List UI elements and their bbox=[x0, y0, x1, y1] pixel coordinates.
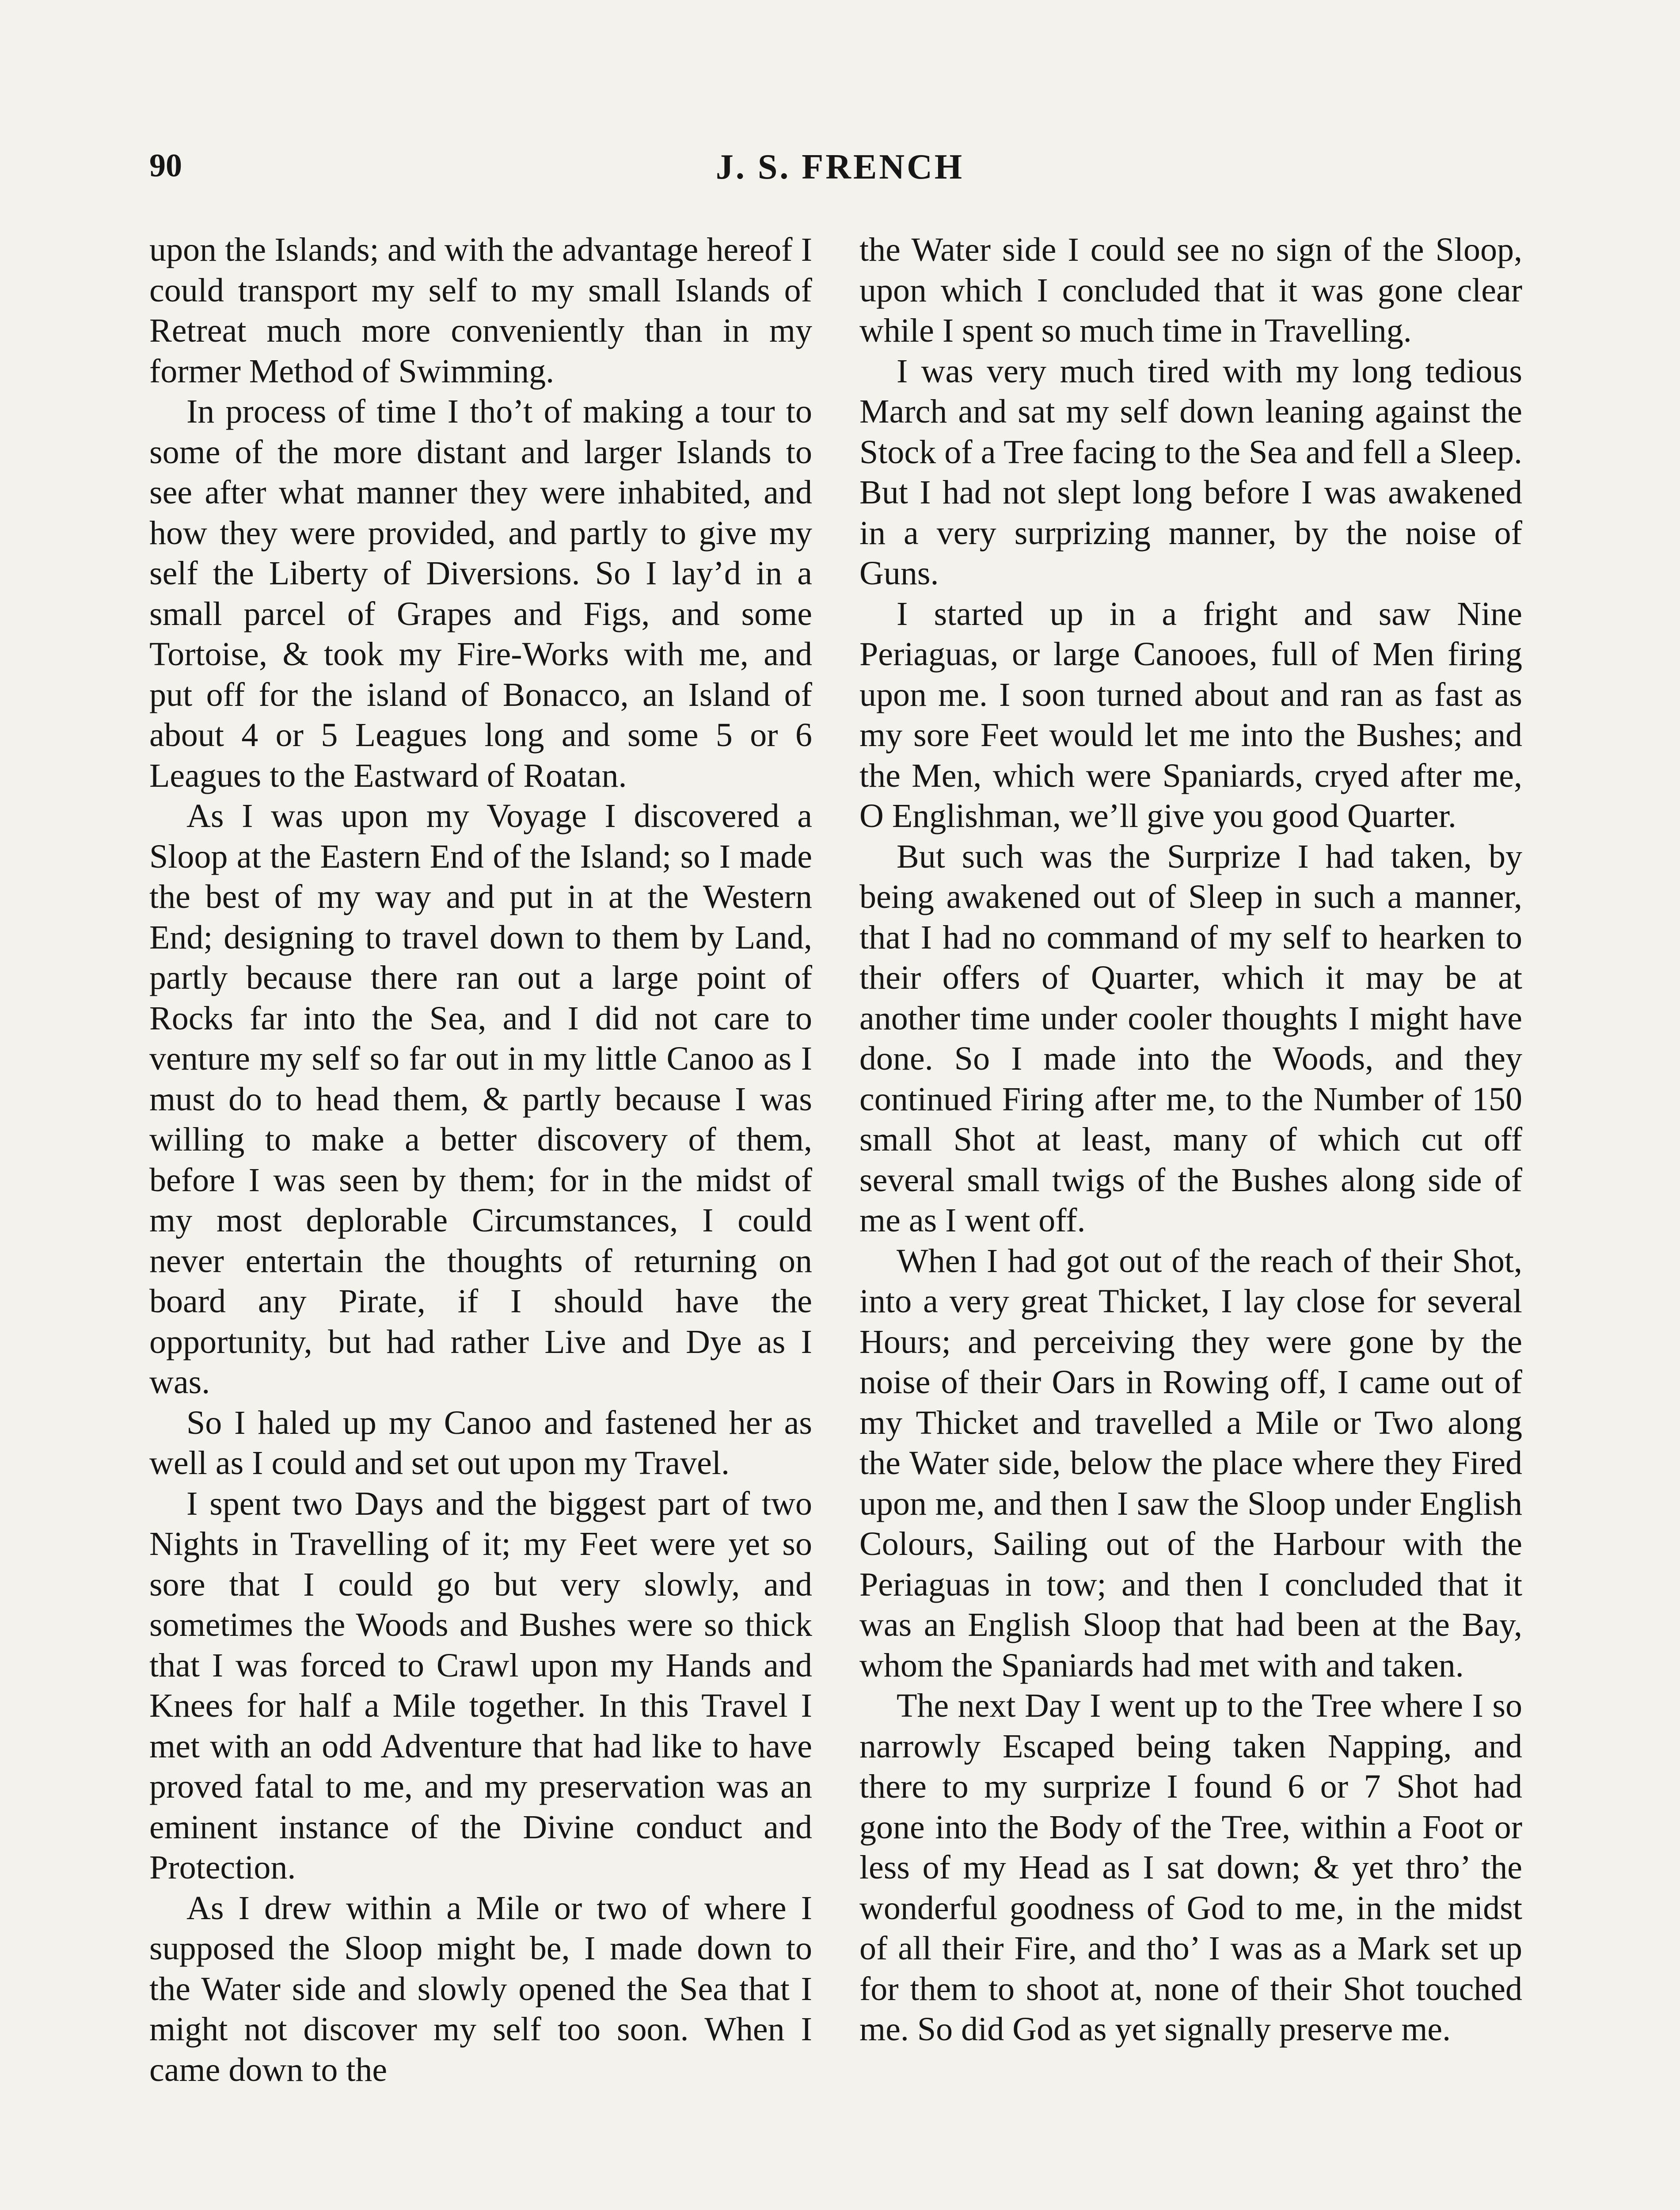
page-number: 90 bbox=[149, 148, 182, 184]
paragraph: As I was upon my Voyage I discovered a Sloop at the Eastern End of the Island; so I made the best of my way and put in at the Western End; designing to travel down to them by Land, partly because there ran out a large point of Rocks far into the Sea, and I did not care to venture my self so far out in my little Canoo as I must do to head them, & partly because I was willing to make a better discovery of them, before I was seen by them; for in the midst of my most deplorable Circumstances, I could never entertain the thoughts of returning on board any Pirate, if I should have the opportunity, but had rather Live and Dye as I was. bbox=[149, 797, 812, 1401]
paragraph: the Water side I could see no sign of the Sloop, upon which I concluded that it was gone clear while I spent so much time in Travelling. bbox=[859, 231, 1522, 349]
paragraph: The next Day I went up to the Tree where I so narrowly Escaped being taken Napping, and there to my surprize I found 6 or 7 Shot had gone into the Body of the Tree, within a Foot or less of my Head as I sat down; & yet thro’ the wonderful goodness of God to me, in the midst of all their Fire, and tho’ I was as a Mark set up for them to shoot at, none of their Shot touched me. So did God as yet signally preserve me. bbox=[859, 1687, 1522, 2048]
paragraph: So I haled up my Canoo and fastened her as well as I could and set out upon my Travel. bbox=[149, 1404, 812, 1482]
paragraph: I was very much tired with my long tedious March and sat my self down leaning against the Stock of a Tree facing to the Sea and fell a Sleep. But I had not slept long before I was awakened in a very surprizing manner, by the noise of Guns. bbox=[859, 352, 1522, 592]
paragraph: As I drew within a Mile or two of where I supposed the Sloop might be, I made down to the Water side and slowly opened the Sea that I might not discover my self too soon. When I came down to the bbox=[149, 1889, 812, 2088]
paragraph: But such was the Surprize I had taken, by being awakened out of Sleep in such a manner, that I had no command of my self to hearken to their offers of Quarter, which it may be at another time under cooler thoughts I might have done. So I made into the Woods, and they continued Firing after me, to the Number of 150 small Shot at least, many of which cut off several small twigs of the Bushes along side of me as I went off. bbox=[859, 838, 1522, 1239]
paragraph: In process of time I tho’t of making a tour to some of the more distant and larger Islands to see after what manner they were inhabited, and how they were provided, and partly to give my self the Liberty of Diversions. So I lay’d in a small parcel of Grapes and Figs, and some Tortoise, & took my Fire-Works with me, and put off for the island of Bonacco, an Island of about 4 or 5 Leagues long and some 5 or 6 Leagues to the Eastward of Roatan. bbox=[149, 393, 812, 794]
left-column bbox=[149, 230, 812, 2090]
right-column bbox=[859, 230, 1522, 2050]
paragraph: I started up in a fright and saw Nine Periaguas, or large Canooes, full of Men firing upon me. I soon turned about and ran as fast as my sore Feet would let me into the Bushes; and the Men, which were Spaniards, cryed after me, O Englishman, we’ll give you good Quarter. bbox=[859, 595, 1522, 834]
paragraph: upon the Islands; and with the advantage hereof I could transport my self to my small Islands of Retreat much more conveniently than in my former Method of Swimming. bbox=[149, 231, 812, 390]
paragraph: When I had got out of the reach of their Shot, into a very great Thicket, I lay close for several Hours; and perceiving they were gone by the noise of their Oars in Rowing off, I came out of my Thicket and travelled a Mile or Two along the Water side, below the place where they Fired upon me, and then I saw the Sloop under English Colours, Sailing out of the Harbour with the Periaguas in tow; and then I concluded that it was an English Sloop that had been at the Bay, whom the Spaniards had met with and taken. bbox=[859, 1242, 1522, 1684]
running-head: J. S. FRENCH bbox=[715, 148, 965, 187]
paragraph: I spent two Days and the biggest part of two Nights in Travelling of it; my Feet were yet so sore that I could go but very slowly, and sometimes the Woods and Bushes were so thick that I was forced to Crawl upon my Hands and Knees for half a Mile together. In this Travel I met with an odd Adventure that had like to have proved fatal to me, and my preservation was an eminent instance of the Divine conduct and Protection. bbox=[149, 1485, 812, 1886]
